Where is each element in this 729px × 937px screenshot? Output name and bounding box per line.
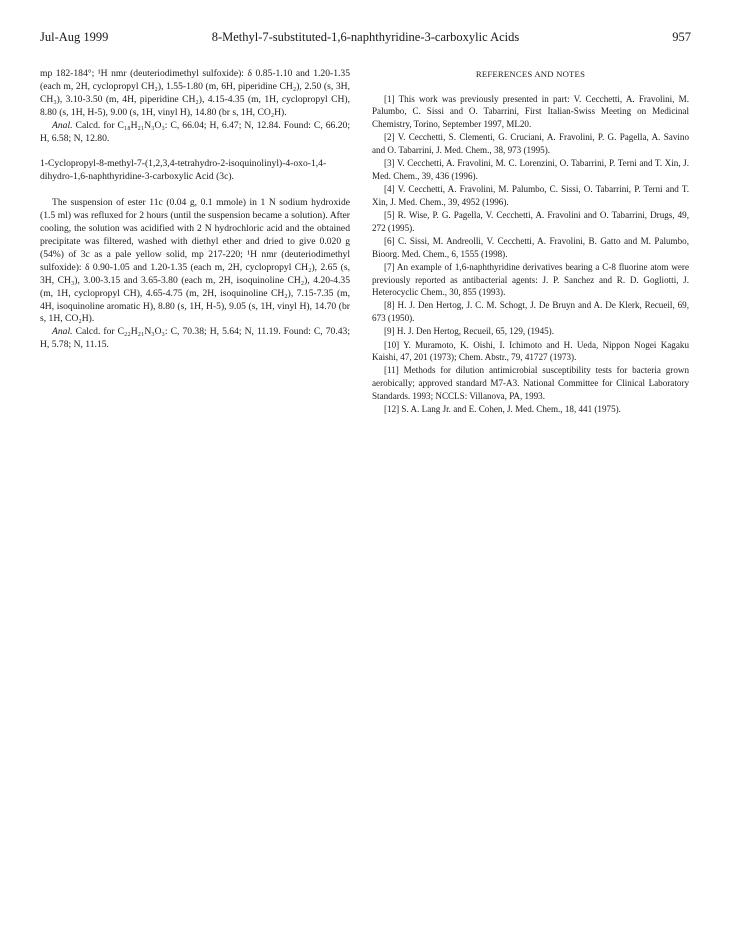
references-column bbox=[372, 68, 689, 416]
spacer bbox=[40, 184, 350, 197]
page-header bbox=[40, 30, 691, 44]
anal-label: Anal. bbox=[52, 326, 73, 338]
reference-item: [9] H. J. Den Hertog, Recueil, 65, 129, (1945). bbox=[384, 326, 554, 337]
reference-item: [6] C. Sissi, M. Andreolli, V. Cecchetti, A. Fravolini, B. Gatto and M. Palumbo, Bioorg. Med. Chem., 6, 1555 (1998). bbox=[372, 235, 689, 259]
references-heading: REFERENCES AND NOTES bbox=[475, 69, 586, 79]
running-title: 8-Methyl-7-substituted-1,6-naphthyridine-3-carboxylic Acids bbox=[211, 30, 520, 44]
anal-text: Calcd. for C₂₂H₂₁N₃O₃: C, 70.38; H, 5.64; N, 11.19. Found: C, 70.43; H, 5.78; N, 11.15. bbox=[40, 326, 350, 351]
reference-item: [7] An example of 1,6-naphthyridine derivatives bearing a C-8 fluorine atom were previously reported as antibacterial agents: J. P. Sanchez and R. D. Gogliotti, J. Heterocyclic Chem., 30, 855 (1993). bbox=[372, 261, 689, 298]
reference-item: [2] V. Cecchetti, S. Clementi, G. Cruciani, A. Fravolini, P. G. Pagella, A. Savino and O. Tabarrini, J. Med. Chem., 38, 973 (1995). bbox=[372, 132, 689, 156]
left-column bbox=[40, 68, 350, 352]
reference-item: [5] R. Wise, P. G. Pagella, V. Cecchetti, A. Fravolini and O. Tabarrini, Drugs, 49, 272 (1995). bbox=[372, 210, 689, 233]
elemental-analysis-2 bbox=[40, 326, 350, 352]
nmr-data-paragraph: mp 182-184°; ¹H nmr (deuteriodimethyl sulfoxide): δ 0.85-1.10 and 1.20-1.35 (each m, 2H, cyclopropyl CH₂), 1.55-1.80 (m, 6H, piperidine CH₂), 2.50 (s, 3H, CH₃), 3.10-3.50 (m, 4H, piperidine CH₂), 4.15-4.35 (m, 1H, cyclopropyl CH), 8.80 (s, 1H, H-5), 9.00 (s, 1H, vinyl H), 14.80 (br s, 1H, CO₂H). bbox=[40, 68, 350, 118]
elemental-analysis-1 bbox=[40, 120, 350, 146]
anal-label: Anal. bbox=[52, 119, 73, 131]
compound-title: 1-Cyclopropyl-8-methyl-7-(1,2,3,4-tetrahydro-2-isoquinolinyl)-4-oxo-1,4-dihydro-1,6-naphthyridine-3-carboxylic Acid (3c). bbox=[40, 158, 327, 183]
reference-item: [11] Methods for dilution antimicrobial susceptibility tests for bacteria grown aerobically; approved standard M7-A3. National Committee for Clinical Laboratory Standards. 1993; NCCLS: Villanova, PA, 1993. bbox=[372, 365, 689, 401]
journal-issue-date: Jul-Aug 1999 bbox=[40, 30, 109, 44]
anal-text: Calcd. for C₁₈H₂₁N₃O₃: C, 66.04; H, 6.47; N, 12.84. Found: C, 66.20; H, 6.58; N, 12.80. bbox=[40, 119, 350, 144]
synthesis-paragraph: The suspension of ester 11c (0.04 g, 0.1 mmole) in 1 N sodium hydroxide (1.5 ml) was refluxed for 2 hours (until the suspension became a solution). After cooling, the solution was acidified with 2 N hydrochloric acid and the obtained precipitate was filtered, washed with diethyl ether and dried to give 0.020 g (54%) of 3c as a pale yellow solid, mp 217-220; ¹H nmr (deuteriodimethyl sulfoxide): δ 0.90-1.05 and 1.20-1.35 (each m, 2H, cyclopropyl CH₂), 2.65 (s, 3H, CH₃), 3.00-3.15 and 3.65-3.80 (each m, 2H, isoquinoline CH₂), 4.20-4.35 (m, 1H, cyclopropyl CH), 4.65-4.75 (m, 2H, isoquinoline CH₂), 7.15-7.35 (m, 4H, isoquinoline aromatic H), 8.80 (s, 1H, H-5), 9.05 (s, 1H, vinyl H), 14.70 (br s, 1H, CO₂H). bbox=[40, 197, 350, 325]
reference-item: [8] H. J. Den Hertog, J. C. M. Schogt, J. De Bruyn and A. De Klerk, Recueil, 69, 673 (1950). bbox=[372, 300, 689, 324]
reference-item: [1] This work was previously presented in part: V. Cecchetti, A. Fravolini, M. Palumbo, C. Sissi and O. Tabarrini, First Italian-Swiss Meeting on Medicinal Chemistry, Torino, September 1997, ML20. bbox=[372, 93, 689, 130]
reference-item: [3] V. Cecchetti, A. Fravolini, M. C. Lorenzini, O. Tabarrini, P. Terni and T. Xin, J. Med. Chem., 39, 436 (1996). bbox=[372, 158, 689, 181]
reference-item: [10] Y. Muramoto, K. Oishi, I. Ichimoto and H. Ueda, Nippon Nogei Kagaku Kaishi, 47, 201 (1973); Chem. Abstr., 79, 41727 (1973). bbox=[372, 339, 689, 363]
spacer bbox=[40, 145, 350, 158]
page-number: 957 bbox=[672, 30, 691, 44]
reference-item: [4] V. Cecchetti, A. Fravolini, M. Palumbo, C. Sissi, O. Tabarrini, P. Terni and T. Xin, J. Med. Chem., 39, 4952 (1996). bbox=[372, 184, 689, 207]
reference-item: [12] S. A. Lang Jr. and E. Cohen, J. Med. Chem., 18, 441 (1975). bbox=[384, 404, 621, 415]
